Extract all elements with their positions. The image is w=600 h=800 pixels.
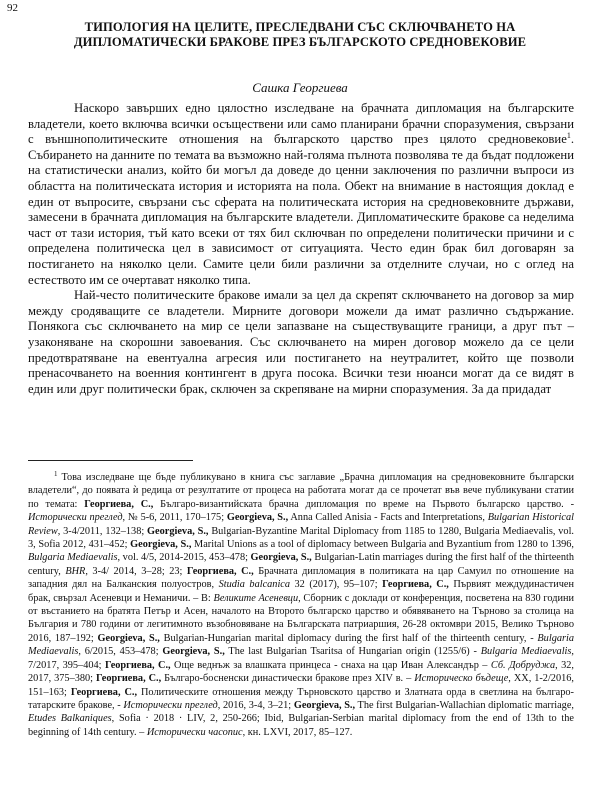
fn-seg: , XX, 1-2/2016, 151–163; (28, 673, 574, 698)
fn-seg: Още веднъж за влашката принцеса - снаха на цар Иван Александър – (170, 659, 491, 671)
fn-journal: Исторически преглед (28, 512, 123, 524)
fn-author: Georgieva, S., (250, 552, 312, 564)
fn-journal: Исторически преглед (123, 699, 218, 711)
body-paragraph-1-text-a: Наскоро завърших едно цялостно изследване на брачната дипломация на българските владетели, което включва всички осъществени или само планирани брачни споразумения, свързани с външнополитическите отношения на българското царство през цялото средновековие (28, 101, 574, 147)
fn-seg: , 7/2017, 395–404; (28, 646, 574, 671)
body-paragraph-1 (28, 101, 574, 288)
article-body (28, 101, 574, 397)
fn-seg: , 3-4/ 2014, 3–28; 23; (85, 565, 187, 577)
fn-author: Georgieva, S., (293, 699, 356, 711)
fn-seg: Политическите отношения между Търновското царство и Златната орда в светлина на българо-татарските бракове, - (28, 686, 574, 711)
fn-author: Georgieva, S., (97, 632, 160, 644)
body-paragraph-2: Най-често политическите бракове имали за цел да скрепят сключването на договор за мир между сродяващите се владетели. Мирните договори можели да имат различно съдържание. Понякога със сключването на мир се цели запазване на съществуващите граници, а друг път – узаконяване на скорошни завоевания. Със сключването на мирен договор можело да се цели предотвратяване на евентуална агресия или постигането на неутралитет, който ще позволи пренасочването на военния контингент в друга посока. Всички тези нюанси могат да се видят в един или друг политически брак, сключен за скрепяване на мирни споразумения. За да придадат (28, 288, 574, 396)
fn-seg: , 2016, 3-4, 3–21; (217, 699, 294, 711)
fn-journal: Bulgaria Mediaevalis (28, 552, 118, 564)
footnote-reference-1[interactable]: 1 (566, 130, 571, 140)
fn-journal: Сб. Добруджа (490, 659, 556, 671)
footnote-separator (28, 460, 193, 461)
article-author: Сашка Георгиева (252, 80, 348, 95)
fn-seg: , Sofia · 2018 · LIV, 2, 250-266; Ibid, Bulgarian-Serbian marital diplomacy from the end of 13th to the beginning of 14th century. – (28, 713, 574, 738)
fn-author: Georgieva, S., (147, 525, 209, 537)
footnote-1-text (28, 471, 574, 739)
page-number: 92 (7, 2, 18, 14)
fn-seg: Marital Unions as a tool of diplomacy between Bulgaria and Byzantium from 1280 to 1396, (191, 539, 574, 551)
fn-author: Георгиева, С., (70, 686, 138, 698)
fn-author: Georgieva, S., (130, 539, 192, 551)
fn-seg: Брачната дипломация в политиката на цар Самуил по отношение на западния дял на Балканския полуостров, (28, 565, 574, 591)
fn-author: Георгиева, С., (104, 659, 171, 671)
fn-journal: Великите Асеневци (213, 592, 299, 604)
fn-journal: Bulgaria Mediaevalis (28, 632, 575, 658)
article-title-line-1: ТИПОЛОГИЯ НА ЦЕЛИТЕ, ПРЕСЛЕДВАНИ СЪС СКЛЮЧВАНЕТО НА (84, 20, 516, 34)
fn-seg: 32 (2017), 95–107; (290, 579, 383, 591)
fn-author: Георгиева, С., (186, 565, 254, 577)
fn-seg: Българо-византийската брачна дипломация по време на Първото българско царство. - (153, 498, 575, 510)
fn-author: Георгиева, С., (95, 673, 162, 685)
fn-seg: Това изследване ще бъде публикувано в книга със заглавие „Брачна дипломация на средновековните български владетели“, до появата ѝ редица от резултатите от процеса на работата могат да се прочетат във вече публикувани статии по темата: (28, 472, 574, 510)
fn-seg: Bulgarian-Hungarian marital diplomacy during the first half of the thirteenth century, - (159, 632, 538, 644)
article-title-line-2: ДИПЛОМАТИЧЕСКИ БРАКОВЕ ПРЕЗ БЪЛГАРСКОТО СРЕДНОВЕКОВИЕ (73, 35, 527, 49)
body-paragraph-1-text-b: . Събирането на данните по темата ва възможно най-голяма пълнота позволява те да бъдат подложени на статистически анализ, който би могъл да доведе до ценни заключения по различни въпроси из областта на политическата история и историята на пола. Обект на внимание в настоящия доклад е един от въпросите, свързани със сферата на политическата история на средновековните държави, замесени в брачната дипломация на българските владетели. Дипломатическите бракове са неделима част от тази история, тъй като всеки от тях бил сключван по определени политически причини и с определена политическа цел в зависимост от ситуацията. Често един брак бил договарян за постигането на няколко цели. Самите цели били различни за отделните случаи, но с оглед на естеството им се очертават няколко типа. (28, 132, 574, 287)
fn-seg: Българо-босненски династически бракове през XIV в. – (161, 673, 415, 685)
fn-seg: , 3-4/2011, 132–138; (57, 525, 148, 537)
fn-seg: Anna Called Anisia - Facts and Interpretations, (288, 512, 488, 524)
fn-author: Georgieva, S., (162, 646, 225, 658)
fn-journal: Bulgarian Historical Review (28, 512, 574, 537)
fn-seg: Първият междудинастичен брак, свързал Асеневци и Неманичи. – В: (28, 579, 574, 604)
fn-author: Georgieva, S., (226, 512, 289, 524)
fn-seg: The first Bulgarian-Wallachian diplomatic marriage, (355, 699, 574, 711)
fn-journal: Исторически часопис (146, 726, 243, 738)
fn-seg: , Сборник с доклади от конференция, посветена на 830 години от въстанието на братята Петър и Асен, началото на Второто българско царство и обявяването на Търново за столица на България и 780 години от легитимното възобновяване на Българската патриаршия, 26-28 октомври 2015, Велико Търново 2016, 187–192; (28, 592, 574, 644)
fn-journal: Bulgaria Mediaevalis (480, 646, 572, 658)
fn-seg: Bulgarian-Latin marriages during the first half of the thirteenth century, (28, 552, 574, 577)
fn-author: Георгиева, С., (382, 579, 449, 591)
fn-seg: , 6/2015, 453–478; (78, 646, 163, 658)
fn-seg: Bulgarian-Byzantine Marital Diplomacy from 1185 to 1280, Bulgaria Mediaevalis, vol. 3, Sofia 2012, 431–452; (28, 525, 575, 551)
fn-journal: BHR (65, 565, 86, 577)
fn-journal: Историческо бъдеще (414, 673, 509, 685)
fn-seg: , 32, 2017, 375–380; (28, 659, 574, 685)
fn-seg: The last Bulgarian Tsaritsa of Hungarian origin (1255/6) - (224, 646, 481, 658)
footnote-mark: 1 (54, 469, 58, 478)
fn-journal: Etudes Balkaniques (28, 713, 112, 725)
fn-seg: , vol. 4/5, 2014-2015, 453–478; (117, 552, 251, 564)
fn-author: Георгиева, С., (84, 498, 154, 510)
footnote-1 (28, 471, 574, 739)
fn-journal: Studia balcanica (218, 579, 291, 591)
article-title (30, 20, 570, 50)
fn-seg: , № 5-6, 2011, 170–175; (122, 512, 227, 524)
fn-seg: , кн. LXVI, 2017, 85–127. (242, 726, 353, 738)
